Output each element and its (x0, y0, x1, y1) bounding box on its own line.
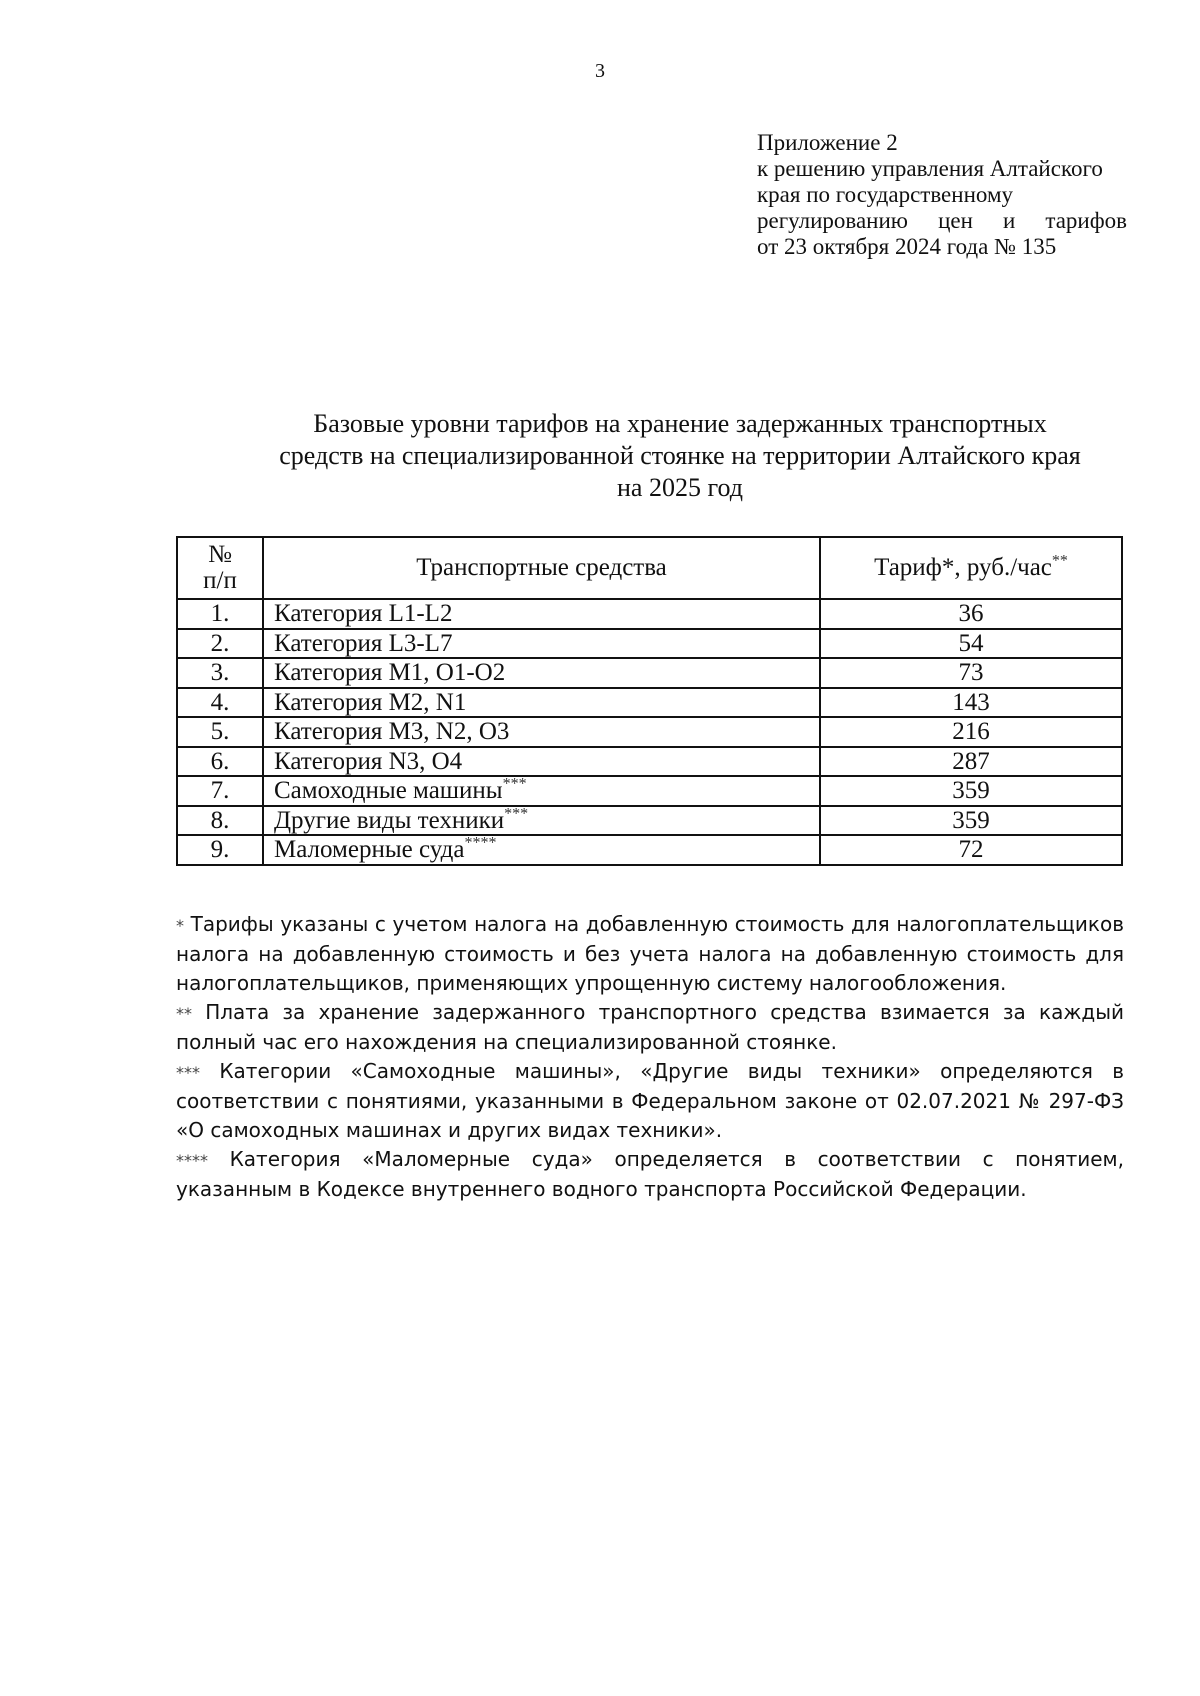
row-tariff: 359 (820, 776, 1122, 806)
table-row (177, 688, 1122, 718)
row-number: 9. (177, 835, 263, 865)
row-vehicle-name: Категория L3-L7 (274, 629, 453, 657)
row-number: 7. (177, 776, 263, 806)
table-row (177, 835, 1122, 865)
row-vehicle-name: Категория M3, N2, O3 (274, 718, 510, 746)
page-number: 3 (595, 60, 605, 82)
row-vehicle-name: Категория N3, O4 (274, 747, 463, 775)
appendix-header (757, 130, 1127, 260)
tariff-table (176, 536, 1123, 866)
footnote-mark: ** (176, 1004, 192, 1023)
row-vehicle-name: Самоходные машины (274, 777, 503, 805)
row-vehicle (263, 747, 820, 777)
table-row (177, 806, 1122, 836)
table-row (177, 776, 1122, 806)
header-number-line1: № (208, 541, 232, 568)
column-header-tariff (820, 537, 1122, 599)
row-vehicle-name: Категория M1, O1-O2 (274, 659, 506, 687)
header-number-line2: п/п (203, 567, 237, 594)
row-number: 4. (177, 688, 263, 718)
row-number: 6. (177, 747, 263, 777)
table-row (177, 747, 1122, 777)
footnotes (176, 910, 1124, 1204)
header-tariff-mark: ** (1051, 552, 1068, 570)
row-vehicle (263, 835, 820, 865)
row-number: 2. (177, 629, 263, 659)
footnote-mark: * (176, 916, 184, 935)
appendix-line: края по государственному (757, 182, 1013, 207)
table-row (177, 658, 1122, 688)
footnote-mark: *** (176, 1063, 200, 1082)
table-row (177, 629, 1122, 659)
table-body (177, 599, 1122, 865)
row-number: 3. (177, 658, 263, 688)
footnote-text: Категория «Маломерные суда» определяется в соответствии с понятием, указанным в Кодексе внутреннего водного транспорта Российской Федерации. (176, 1147, 1124, 1201)
appendix-line: Приложение 2 (757, 130, 898, 155)
row-vehicle (263, 688, 820, 718)
row-tariff: 287 (820, 747, 1122, 777)
row-tariff: 359 (820, 806, 1122, 836)
row-vehicle (263, 658, 820, 688)
footnote (176, 910, 1124, 998)
title-line: на 2025 год (617, 473, 743, 502)
row-vehicle-name: Категория M2, N1 (274, 688, 467, 716)
appendix-line: к решению управления Алтайского (757, 156, 1103, 181)
footnote-text: Категории «Самоходные машины», «Другие виды техники» определяются в соответствии с понятиями, указанными в Федеральном законе от 02.07.2021 № 297-ФЗ «О самоходных машинах и других видах техники». (176, 1059, 1124, 1142)
title-line: средств на специализированной стоянке на территории Алтайского края (279, 441, 1081, 470)
column-header-vehicles: Транспортные средства (263, 537, 820, 599)
table-row (177, 599, 1122, 629)
table-header-row (177, 537, 1122, 599)
document-title (200, 408, 1160, 504)
header-tariff-text: Тариф*, руб./час (874, 554, 1052, 581)
row-number: 1. (177, 599, 263, 629)
footnote (176, 1145, 1124, 1204)
footnote-mark: **** (176, 1151, 208, 1170)
row-number: 8. (177, 806, 263, 836)
footnote (176, 998, 1124, 1057)
row-vehicle (263, 629, 820, 659)
footnote (176, 1057, 1124, 1145)
row-vehicle-name: Маломерные суда (274, 836, 465, 864)
footnote-text: Тарифы указаны с учетом налога на добавленную стоимость для налогоплательщиков налога на добавленную стоимость и без учета налога на добавленную стоимость для налогоплательщиков, применяющих упрощенную систему налогообложения. (176, 912, 1124, 995)
row-tariff: 36 (820, 599, 1122, 629)
row-vehicle-name: Другие виды техники (274, 806, 505, 834)
row-tariff: 216 (820, 717, 1122, 747)
row-vehicle-mark: **** (464, 834, 497, 852)
title-line: Базовые уровни тарифов на хранение задержанных транспортных (313, 409, 1047, 438)
table-row (177, 717, 1122, 747)
row-tariff: 72 (820, 835, 1122, 865)
appendix-line: регулированию цен и тарифов (757, 208, 1127, 233)
row-tariff: 54 (820, 629, 1122, 659)
row-vehicle (263, 806, 820, 836)
row-vehicle-name: Категория L1-L2 (274, 600, 453, 628)
appendix-line: от 23 октября 2024 года № 135 (757, 234, 1057, 259)
row-tariff: 73 (820, 658, 1122, 688)
row-vehicle-mark: *** (504, 805, 529, 823)
row-vehicle (263, 776, 820, 806)
row-vehicle (263, 717, 820, 747)
column-header-number (177, 537, 263, 599)
footnote-text: Плата за хранение задержанного транспортного средства взимается за каждый полный час его нахождения на специализированной стоянке. (176, 1000, 1124, 1054)
row-number: 5. (177, 717, 263, 747)
row-tariff: 143 (820, 688, 1122, 718)
row-vehicle (263, 599, 820, 629)
row-vehicle-mark: *** (502, 775, 527, 793)
